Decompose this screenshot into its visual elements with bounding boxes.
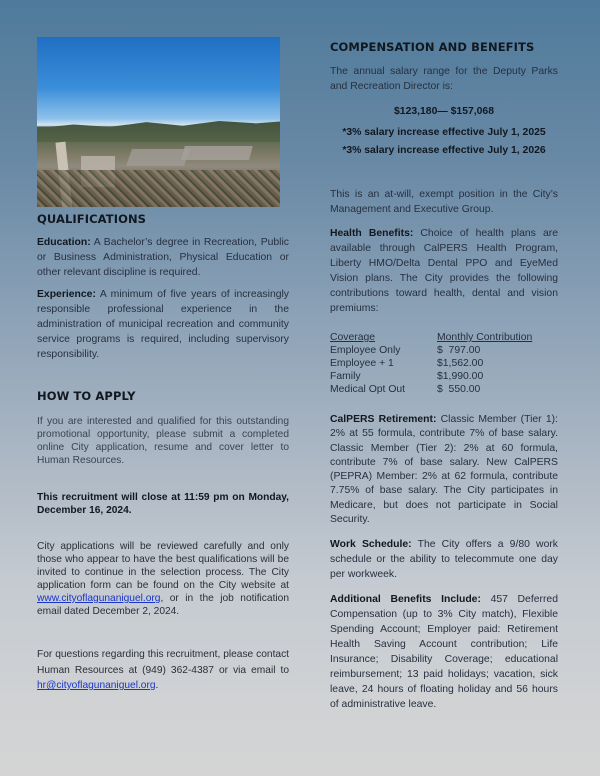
city-website-link[interactable]: www.cityoflagunaniguel.org (37, 593, 161, 604)
additional-benefits-label: Additional Benefits Include: (330, 594, 481, 606)
mountain-ridge (37, 119, 280, 143)
table-row (330, 370, 532, 383)
education-text: A Bachelor’s degree in Recreation, Public or Business Administration, Physical Education or other relevant discipline is required. (37, 237, 289, 278)
work-schedule-paragraph (330, 537, 558, 582)
additional-benefits-paragraph (330, 592, 558, 712)
table-header-row (330, 331, 532, 344)
contact-text: For questions regarding this recruitment, please contact Human Resources at (949) 362-4387 or via email to (37, 649, 289, 676)
review-process-paragraph (37, 540, 289, 618)
contribution-cell: $1,562.00 (437, 358, 484, 369)
right-column (330, 40, 558, 712)
health-benefits-text: Choice of health plans are available through CalPERS Health Program, Liberty HMO/Delta Dental PPO and EyeMed Vision plans. The City provides the following contributions toward health, dental and vision premiums: (330, 228, 558, 314)
salary-increase-2026: *3% salary increase effective July 1, 2026 (342, 145, 546, 156)
contribution-cell: $ 550.00 (437, 384, 481, 395)
coverage-cell: Employee + 1 (330, 358, 394, 369)
how-to-apply-heading: HOW TO APPLY (37, 389, 136, 403)
review-text: City applications will be reviewed carefully and only those who appear to have the best qualifications will be invited to continue in the selection process. The City application form can be found on the City website at (37, 541, 289, 591)
experience-label: Experience: (37, 289, 96, 300)
coverage-column-header: Coverage (330, 332, 376, 343)
additional-benefits-text: 457 Deferred Compensation (up to 3% City match), Flexible Spending Account; Employer paid: Retirement Health Saving Account contribution; Life Insurance; Disability Coverage; educational reimbursement; 13 paid holidays; vacation, sick leave, 24 hours of floating holiday and 56 hours of administrative leave. (330, 594, 558, 711)
review-text-end: , or in the job notification email dated December 2, 2024. (37, 593, 289, 617)
salary-range: $123,180— $157,068 (394, 106, 494, 117)
contribution-table (330, 331, 532, 396)
coverage-cell: Employee Only (330, 345, 401, 356)
contribution-cell: $1,990.00 (437, 371, 484, 382)
contact-text-end: . (155, 680, 159, 691)
contribution-cell: $ 797.00 (437, 345, 481, 356)
parking-lot (181, 146, 253, 160)
health-benefits-paragraph (330, 226, 558, 316)
calpers-retirement-paragraph (330, 413, 558, 527)
residential-area (37, 170, 280, 207)
table-row (330, 344, 532, 357)
calpers-text: Classic Member (Tier 1): 2% at 55 formula, contribute 7% of base salary. Classic Member (Tier 2): 2% at 60 formula, contribute 7% of base salary. New CalPERS (PEPRA) Member: 2% at 62 formula, contribute 7.75% of base salary. The City participates in Medicare, but does not participate in Social Security. (330, 414, 558, 526)
education-paragraph (37, 235, 289, 280)
calpers-label: CalPERS Retirement: (330, 414, 437, 425)
qualifications-heading: QUALIFICATIONS (37, 212, 147, 226)
hr-email-link[interactable]: hr@cityoflagunaniguel.org (37, 680, 156, 691)
monthly-contribution-column-header: Monthly Contribution (437, 332, 533, 343)
coverage-cell: Family (330, 371, 361, 382)
contact-paragraph (37, 647, 289, 694)
table-row (330, 383, 532, 396)
work-schedule-text: The City offers a 9/80 work schedule or the ability to telecommute one day per workweek. (330, 539, 558, 581)
table-row (330, 357, 532, 370)
experience-paragraph (37, 287, 289, 362)
education-label: Education: (37, 237, 91, 248)
salary-increase-2025: *3% salary increase effective July 1, 2025 (342, 127, 546, 138)
experience-text: A minimum of five years of increasingly responsible professional experience in the administration of municipal recreation and community service programs is required, including supervisory responsibility. (37, 289, 289, 360)
closing-date-paragraph: This recruitment will close at 11:59 pm on Monday, December 16, 2024. (37, 492, 289, 516)
at-will-paragraph: This is an at-will, exempt position in the City’s Management and Executive Group. (330, 189, 558, 215)
health-benefits-label: Health Benefits: (330, 228, 414, 239)
aerial-city-photo (37, 37, 280, 207)
coverage-cell: Medical Opt Out (330, 384, 406, 395)
apply-intro-paragraph: If you are interested and qualified for this outstanding promotional opportunity, please submit a completed online City application, resume and cover letter to Human Resources. (37, 416, 289, 466)
work-schedule-label: Work Schedule: (330, 539, 412, 551)
salary-intro-paragraph: The annual salary range for the Deputy Parks and Recreation Director is: (330, 66, 558, 92)
left-column (37, 37, 289, 694)
compensation-heading: COMPENSATION AND BENEFITS (330, 40, 535, 54)
